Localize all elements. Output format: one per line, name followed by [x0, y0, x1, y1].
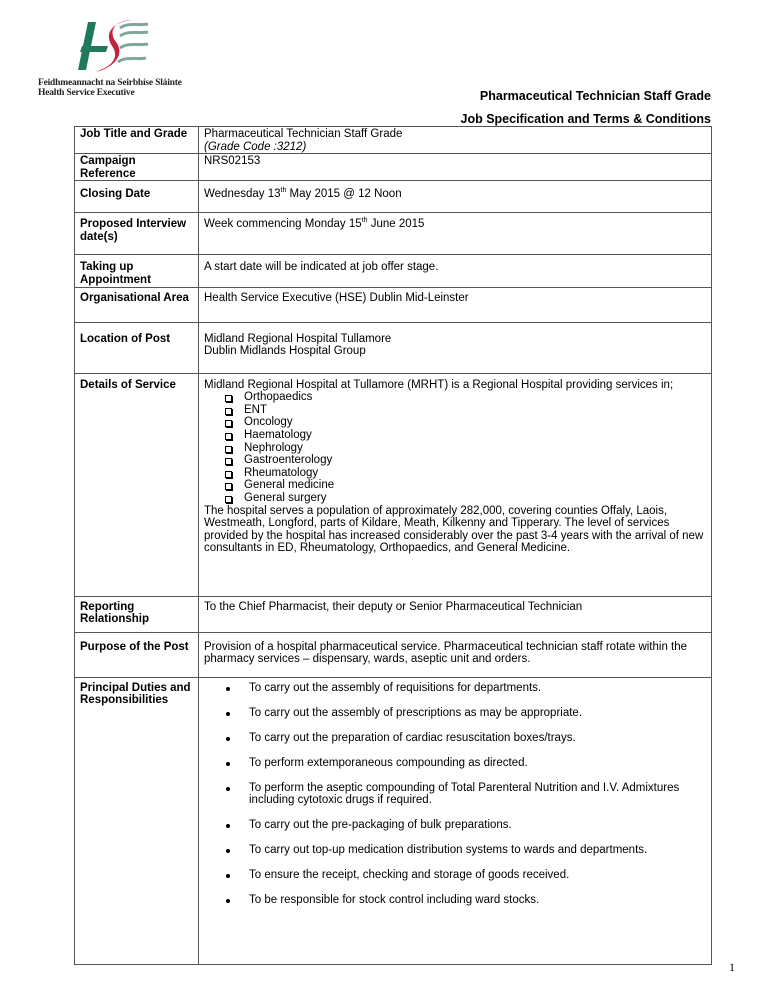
list-item: Nephrology [223, 442, 706, 455]
interview-date-text: Week commencing Monday 15 [204, 218, 362, 231]
logo-irish-name: Feidhmeannacht na Seirbhíse Sláinte [38, 78, 182, 88]
table-row [75, 255, 712, 287]
job-title: Pharmaceutical Technician Staff Grade [204, 128, 403, 140]
list-item: ENT [223, 404, 706, 417]
row-label: Details of Service [75, 373, 199, 596]
list-item: To perform extemporaneous compounding as directed. [224, 757, 706, 770]
closing-date [199, 181, 712, 213]
details-paragraph: The hospital serves a population of approximately 282,000, covering counties Offaly, Laois, Westmeath, Longford, parts of Kildare, Meath, Kilkenny and Tipperary. The level of services provided by the hospital has increased considerably over the past 3-4 years with the arrival of new consultants in ED, Rheumatology, Orthopaedics, and General Medicine. [204, 504, 704, 555]
principal-duties [199, 677, 712, 964]
table-row [75, 181, 712, 213]
appointment-text: A start date will be indicated at job offer stage. [199, 255, 712, 287]
hse-logo-text [38, 78, 182, 98]
list-item: Haematology [223, 429, 706, 442]
row-label: Location of Post [75, 322, 199, 373]
interview-dates [199, 213, 712, 255]
list-item: To ensure the receipt, checking and storage of goods received. [224, 869, 706, 882]
list-item: To carry out the pre-packaging of bulk preparations. [224, 819, 706, 832]
interview-date-text: June 2015 [367, 218, 425, 231]
ordinal-suffix: th [280, 187, 287, 195]
logo-english-name: Health Service Executive [38, 88, 135, 98]
hse-logo-mark [56, 12, 176, 76]
list-item: Oncology [223, 416, 706, 429]
list-item: Gastroenterology [223, 454, 706, 467]
services-list [204, 391, 706, 504]
list-item: General medicine [223, 479, 706, 492]
duties-list [204, 682, 706, 907]
location-line: Midland Regional Hospital Tullamore [204, 332, 392, 345]
list-item: To carry out top-up medication distribution systems to wards and departments. [224, 844, 706, 857]
row-label: Organisational Area [75, 287, 199, 322]
table-row [75, 213, 712, 255]
list-item: General surgery [223, 492, 706, 505]
location-of-post [199, 322, 712, 373]
campaign-reference: NRS02153 [199, 154, 712, 181]
list-item: To carry out the assembly of prescriptions as may be appropriate. [224, 707, 706, 720]
table-row [75, 154, 712, 181]
table-row [75, 596, 712, 632]
row-value [199, 127, 712, 154]
row-label: Job Title and Grade [75, 127, 199, 154]
list-item: To carry out the preparation of cardiac resuscitation boxes/trays. [224, 732, 706, 745]
list-item: To carry out the assembly of requisitions for departments. [224, 682, 706, 695]
hse-logo [36, 8, 236, 100]
ordinal-suffix: th [361, 217, 368, 225]
closing-date-text: May 2015 @ 12 Noon [286, 188, 402, 201]
document-title: Pharmaceutical Technician Staff Grade [479, 89, 711, 103]
row-label: Proposed Interview date(s) [75, 213, 199, 255]
table-row [75, 677, 712, 964]
row-label: Taking up Appointment [75, 255, 199, 287]
list-item: Orthopaedics [223, 391, 706, 404]
table-row [75, 127, 712, 154]
purpose-of-post: Provision of a hospital pharmaceutical service. Pharmaceutical technician staff rotate within the pharmacy services – dispensary, wards, aseptic unit and orders. [199, 632, 712, 677]
list-item: To perform the aseptic compounding of Total Parenteral Nutrition and I.V. Admixtures including cytotoxic drugs if required. [224, 782, 706, 807]
row-label: Principal Duties and Responsibilities [75, 677, 199, 964]
page-number: 1 [729, 960, 735, 974]
grade-code: (Grade Code :3212) [204, 140, 307, 153]
job-spec-table [74, 126, 712, 965]
closing-date-text: Wednesday 13 [204, 188, 281, 201]
row-label: Campaign Reference [75, 154, 199, 181]
row-label: Reporting Relationship [75, 596, 199, 632]
row-label: Purpose of the Post [75, 632, 199, 677]
document-subtitle: Job Specification and Terms & Conditions [460, 112, 711, 126]
organisational-area: Health Service Executive (HSE) Dublin Mid-Leinster [199, 287, 712, 322]
details-of-service [199, 373, 712, 596]
table-row [75, 373, 712, 596]
row-label: Closing Date [75, 181, 199, 213]
location-line: Dublin Midlands Hospital Group [204, 345, 366, 358]
table-row [75, 322, 712, 373]
reporting-relationship: To the Chief Pharmacist, their deputy or Senior Pharmaceutical Technician [199, 596, 712, 632]
list-item: To be responsible for stock control including ward stocks. [224, 894, 706, 907]
details-intro: Midland Regional Hospital at Tullamore (MRHT) is a Regional Hospital providing services in; [204, 378, 674, 391]
table-row [75, 632, 712, 677]
table-row [75, 287, 712, 322]
list-item: Rheumatology [223, 467, 706, 480]
